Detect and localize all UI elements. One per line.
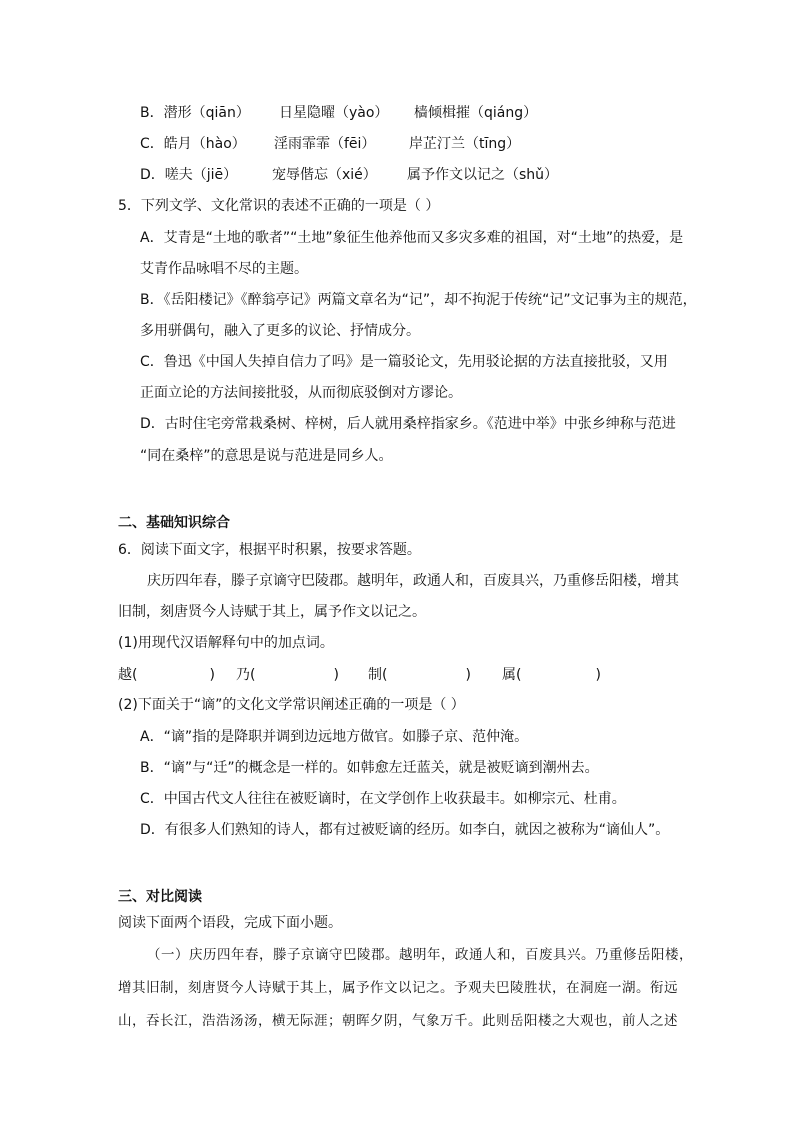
q4-option-c-part1: C．皓月（hào）	[140, 136, 246, 152]
word-close: )	[465, 667, 471, 683]
q6-option-d: D．有很多人们熟知的诗人，都有过被贬谪的经历。如李白，就因之被称为“谪仙人”。	[140, 822, 670, 838]
q6-passage-line1: 庆历四年春，滕子京谪守巴陵郡。越明年，政通人和，百废具兴，乃重修岳阳楼，增其	[147, 573, 679, 589]
q6-option-a: A．“谪”指的是降职并调到边远地方做官。如滕子京、范仲淹。	[140, 729, 529, 745]
q5-option-d-line1: D．古时住宅旁常栽桑树、梓树，后人就用桑梓指家乡。《范进中举》中张乡绅称与范进	[140, 416, 676, 432]
q5-option-d-line2: “同在桑梓”的意思是说与范进是同乡人。	[140, 448, 393, 464]
q5-option-c-line2: 正面立论的方法间接批驳，从而彻底驳倒对方谬论。	[140, 385, 462, 401]
passage-1-line2: 增其旧制，刻唐贤今人诗赋于其上，属予作文以记之。予观夫巴陵胜状，在洞庭一湖。衔远	[118, 980, 678, 996]
q6-sub1: (1)用现代汉语解释句中的加点词。	[118, 635, 334, 651]
q6-word-nai	[236, 664, 339, 684]
q5-option-c-line1: C．鲁迅《中国人失掉自信力了吗》是一篇驳论文，先用驳论据的方法直接批驳，又用	[140, 354, 668, 370]
q4-option-b-part3: 樯倾楫摧（qiáng）	[414, 105, 538, 121]
word-label: 制(	[368, 667, 388, 683]
word-label: 越(	[118, 667, 138, 683]
q6-passage-line2: 旧制，刻唐贤今人诗赋于其上，属予作文以记之。	[118, 604, 426, 620]
passage-1-line3: 山，吞长江，浩浩汤汤，横无际涯；朝晖夕阴，气象万千。此则岳阳楼之大观也，前人之述	[118, 1013, 678, 1029]
q4-option-d-part2: 宠辱偕忘（xié）	[272, 167, 377, 183]
section-3-heading: 三、对比阅读	[118, 889, 202, 905]
q6-option-b: B．“谪”与“迁”的概念是一样的。如韩愈左迁蓝关，就是被贬谪到潮州去。	[140, 760, 599, 776]
q5-option-a-line1: A．艾青是“土地的歌者”“土地”象征生他养他而又多灾多难的祖国，对“土地”的热爱，是	[140, 230, 684, 246]
q4-option-d-part1: D．嗟夫（jiē）	[140, 167, 238, 183]
word-close: )	[209, 667, 215, 683]
word-close: )	[333, 667, 339, 683]
q4-option-d-part3: 属予作文以记之（shǔ）	[407, 167, 559, 183]
section-2-heading: 二、基础知识综合	[118, 515, 230, 531]
word-label: 属(	[502, 667, 522, 683]
word-label: 乃(	[236, 667, 256, 683]
q4-option-c-part3: 岸芷汀兰（tīng）	[409, 136, 521, 152]
word-close: )	[595, 667, 601, 683]
q5-option-b-line1: B．《岳阳楼记》《醉翁亭记》两篇文章名为“记”，却不拘泥于传统“记”文记事为主的规范，	[140, 292, 697, 308]
section-3-intro: 阅读下面两个语段，完成下面小题。	[118, 915, 342, 931]
q6-word-zhi	[368, 664, 471, 684]
q6-word-shu	[502, 664, 601, 684]
q4-option-b-part2: 日星隐曜（yào）	[279, 105, 389, 121]
q5-stem: 5．下列文学、文化常识的表述不正确的一项是（ ）	[118, 198, 440, 214]
q5-option-a-line2: 艾青作品咏唱不尽的主题。	[140, 261, 308, 277]
q6-word-yue	[118, 664, 215, 684]
q6-stem: 6．阅读下面文字，根据平时积累，按要求答题。	[118, 542, 421, 558]
q4-option-b-part1: B．潜形（qiān）	[140, 105, 250, 121]
q5-option-b-line2: 多用骈偶句，融入了更多的议论、抒情成分。	[140, 323, 420, 339]
q6-sub2: (2)下面关于“谪”的文化文学常识阐述正确的一项是（ ）	[118, 697, 465, 713]
passage-1-line1: （一）庆历四年春，滕子京谪守巴陵郡。越明年，政通人和，百废具兴。乃重修岳阳楼，	[147, 947, 693, 963]
q6-option-c: C．中国古代文人往往在被贬谪时，在文学创作上收获最丰。如柳宗元、杜甫。	[140, 791, 626, 807]
q4-option-c-part2: 淫雨霏霏（fēi）	[274, 136, 376, 152]
